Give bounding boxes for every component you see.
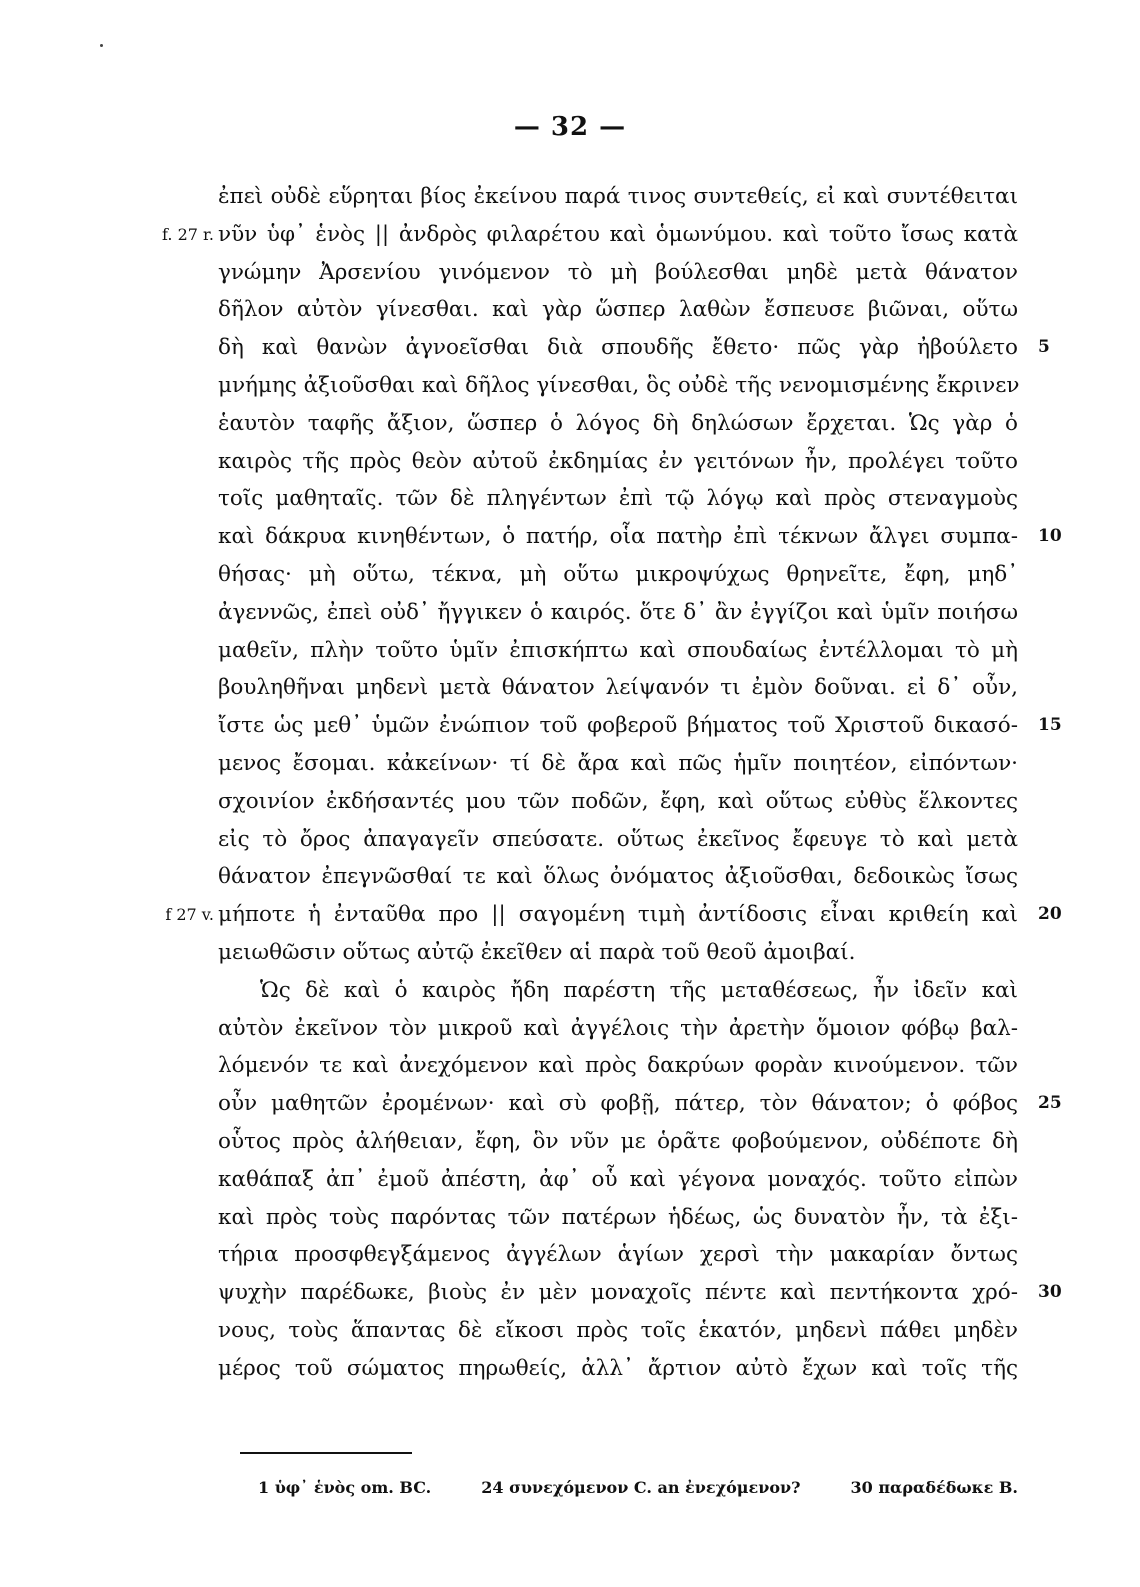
line-text: καὶ δάκρυα κινηθέντων, ὁ πατήρ, οἷα πατὴρ ἐπὶ τέκνων ἄλγει συμπα- bbox=[218, 524, 1018, 550]
text-line bbox=[218, 367, 1018, 405]
line-number: 20 bbox=[1038, 904, 1062, 925]
line-text: μαθεῖν, πλὴν τοῦτο ὑμῖν ἐπισκήπτω καὶ σπουδαίως ἐντέλλομαι τὸ μὴ bbox=[218, 637, 1018, 663]
line-text: Ὡς δὲ καὶ ὁ καιρὸς ἤδη παρέστη τῆς μεταθέσεως, ἦν ἰδεῖν καὶ bbox=[260, 977, 1018, 1003]
line-number: 15 bbox=[1038, 715, 1062, 736]
text-line bbox=[218, 821, 1018, 859]
text-line bbox=[218, 329, 1050, 367]
line-text: μνήμης ἀξιοῦσθαι καὶ δῆλος γίνεσθαι, ὃς οὐδὲ τῆς νενομισμένης ἔκρινεν bbox=[218, 372, 1020, 398]
text-line bbox=[218, 594, 1018, 632]
text-line bbox=[218, 783, 1018, 821]
line-text: καὶ πρὸς τοὺς παρόντας τῶν πατέρων ἡδέως, ὡς δυνατὸν ἦν, τὰ ἐξι- bbox=[218, 1204, 1018, 1230]
line-number: 5 bbox=[1038, 337, 1050, 358]
line-text: μενος ἔσομαι. κἀκείνων· τί δὲ ἄρα καὶ πῶς ἡμῖν ποιητέον, εἰπόντων· bbox=[218, 750, 1018, 776]
line-text: θήσας· μὴ οὕτω, τέκνα, μὴ οὕτω μικροψύχως θρηνεῖτε, ἔφη, μηδ᾿ bbox=[218, 561, 1018, 587]
line-text: τοῖς μαθηταῖς. τῶν δὲ πληγέντων ἐπὶ τῷ λόγῳ καὶ πρὸς στεναγμοὺς bbox=[218, 486, 1018, 512]
line-text: ψυχὴν παρέδωκε, βιοὺς ἐν μὲν μοναχοῖς πέντε καὶ πεντήκοντα χρό- bbox=[218, 1280, 1018, 1306]
footnote-divider bbox=[240, 1452, 412, 1454]
text-line bbox=[218, 1010, 1018, 1048]
scan-speck bbox=[100, 44, 103, 47]
line-text: ἐπεὶ οὐδὲ εὕρηται βίος ἐκείνου παρά τινος συντεθείς, εἰ καὶ συντέθειται bbox=[218, 184, 1018, 209]
text-line bbox=[218, 1274, 1062, 1312]
line-text: τήρια προσφθεγξάμενος ἀγγέλων ἁγίων χερσὶ τὴν μακαρίαν ὄντως bbox=[218, 1242, 1018, 1268]
text-line bbox=[218, 934, 1018, 972]
text-line bbox=[218, 1350, 1018, 1388]
text-line bbox=[218, 632, 1018, 670]
text-line bbox=[218, 518, 1062, 556]
line-text: ἑαυτὸν ταφῆς ἄξιον, ὥσπερ ὁ λόγος δὴ δηλώσων ἔρχεται. Ὡς γὰρ ὁ bbox=[218, 410, 1018, 436]
text-line bbox=[218, 1161, 1018, 1199]
text-line bbox=[218, 556, 1018, 594]
text-line bbox=[218, 1312, 1018, 1350]
text-line bbox=[218, 1085, 1062, 1123]
text-line bbox=[218, 1123, 1018, 1161]
footnote: 24 συνεχόμενον C. an ἐνεχόμενον? bbox=[481, 1478, 801, 1497]
line-text: γνώμην Ἀρσενίου γινόμενον τὸ μὴ βούλεσθαι μηδὲ μετὰ θάνατον bbox=[218, 259, 1018, 285]
line-text: μειωθῶσιν οὕτως αὐτῷ ἐκεῖθεν αἱ παρὰ τοῦ θεοῦ ἀμοιβαί. bbox=[218, 939, 856, 965]
line-text: νῦν ὑφ᾿ ἑνὸς || ἀνδρὸς φιλαρέτου καὶ ὁμωνύμου. καὶ τοῦτο ἴσως κατὰ bbox=[218, 221, 1018, 247]
line-text: λόμενόν τε καὶ ἀνεχόμενον καὶ πρὸς δακρύων φορὰν κινούμενον. τῶν bbox=[218, 1053, 1018, 1079]
line-text: δῆλον αὐτὸν γίνεσθαι. καὶ γὰρ ὥσπερ λαθὼν ἔσπευσε βιῶναι, οὕτω bbox=[218, 297, 1018, 323]
page-number-header: — 32 — bbox=[513, 112, 627, 142]
footnote: 30 παραδέδωκε B. bbox=[850, 1478, 1018, 1497]
line-text: δὴ καὶ θανὼν ἀγνοεῖσθαι διὰ σπουδῆς ἔθετο· πῶς γὰρ ἠβούλετο bbox=[218, 335, 1018, 361]
line-text: εἰς τὸ ὄρος ἀπαγαγεῖν σπεύσατε. οὕτως ἐκεῖνος ἔφευγε τὸ καὶ μετὰ bbox=[218, 826, 1018, 852]
main-text bbox=[162, 178, 1062, 1388]
text-line bbox=[218, 858, 1018, 896]
line-text: ἀγεννῶς, ἐπεὶ οὐδ᾿ ἤγγικεν ὁ καιρός. ὅτε δ᾿ ἂν ἐγγίζοι καὶ ὑμῖν ποιήσω bbox=[218, 599, 1018, 625]
text-line bbox=[218, 745, 1018, 783]
text-line bbox=[218, 291, 1018, 329]
text-line bbox=[218, 480, 1018, 518]
text-line bbox=[218, 405, 1018, 443]
text-line bbox=[218, 1236, 1018, 1274]
text-line bbox=[218, 443, 1018, 481]
line-text: μέρος τοῦ σώματος πηρωθείς, ἀλλ᾿ ἄρτιον αὐτὸ ἔχων καὶ τοῖς τῆς bbox=[218, 1355, 1018, 1381]
text-line bbox=[218, 707, 1062, 745]
line-text: ἴστε ὡς μεθ᾿ ὑμῶν ἐνώπιον τοῦ φοβεροῦ βήματος τοῦ Χριστοῦ δικασό- bbox=[218, 713, 1018, 739]
text-line bbox=[218, 254, 1018, 292]
line-text: σχοινίον ἐκδήσαντές μου τῶν ποδῶν, ἔφη, καὶ οὕτως εὐθὺς ἕλκοντες bbox=[218, 788, 1018, 814]
text-line bbox=[218, 1047, 1018, 1085]
text-line bbox=[218, 1199, 1018, 1237]
line-text: μήποτε ἡ ἐνταῦθα προ || σαγομένη τιμὴ ἀντίδοσις εἶναι κριθείη καὶ bbox=[218, 902, 1018, 928]
line-text: θάνατον ἐπεγνῶσθαί τε καὶ ὅλως ὀνόματος ἀξιοῦσθαι, δεδοικὼς ἴσως bbox=[218, 864, 1018, 890]
line-number: 30 bbox=[1038, 1282, 1062, 1303]
text-line bbox=[162, 216, 1018, 254]
footnotes bbox=[258, 1478, 1018, 1497]
line-text: βουληθῆναι μηδενὶ μετὰ θάνατον λείψανόν τι ἐμὸν δοῦναι. εἰ δ᾿ οὖν, bbox=[218, 675, 1018, 701]
line-text: καθάπαξ ἀπ᾿ ἐμοῦ ἀπέστη, ἀφ᾿ οὗ καὶ γέγονα μοναχός. τοῦτο εἰπὼν bbox=[218, 1166, 1018, 1192]
footnote: 1 ὑφ᾿ ἑνὸς om. BC. bbox=[258, 1478, 432, 1497]
text-line bbox=[218, 669, 1018, 707]
folio-marker: f. 27 r. bbox=[162, 224, 214, 244]
text-line bbox=[165, 896, 1062, 934]
line-text: νους, τοὺς ἅπαντας δὲ εἴκοσι πρὸς τοῖς ἑκατόν, μηδενὶ πάθει μηδὲν bbox=[218, 1317, 1018, 1343]
line-text: οὖν μαθητῶν ἐρομένων· καὶ σὺ φοβῇ, πάτερ, τὸν θάνατον; ὁ φόβος bbox=[218, 1091, 1018, 1117]
text-line bbox=[218, 972, 1018, 1010]
line-text: οὗτος πρὸς ἀλήθειαν, ἔφη, ὃν νῦν με ὁρᾶτε φοβούμενον, οὐδέποτε δὴ bbox=[218, 1128, 1018, 1154]
line-text: καιρὸς τῆς πρὸς θεὸν αὐτοῦ ἐκδημίας ἐν γειτόνων ἦν, προλέγει τοῦτο bbox=[218, 448, 1018, 474]
line-number: 25 bbox=[1038, 1093, 1062, 1114]
line-text: αὐτὸν ἐκεῖνον τὸν μικροῦ καὶ ἀγγέλοις τὴν ἀρετὴν ὅμοιον φόβῳ βαλ- bbox=[218, 1015, 1018, 1041]
folio-marker: f 27 v. bbox=[165, 905, 214, 925]
line-number: 10 bbox=[1038, 526, 1062, 547]
text-line bbox=[218, 178, 1018, 216]
